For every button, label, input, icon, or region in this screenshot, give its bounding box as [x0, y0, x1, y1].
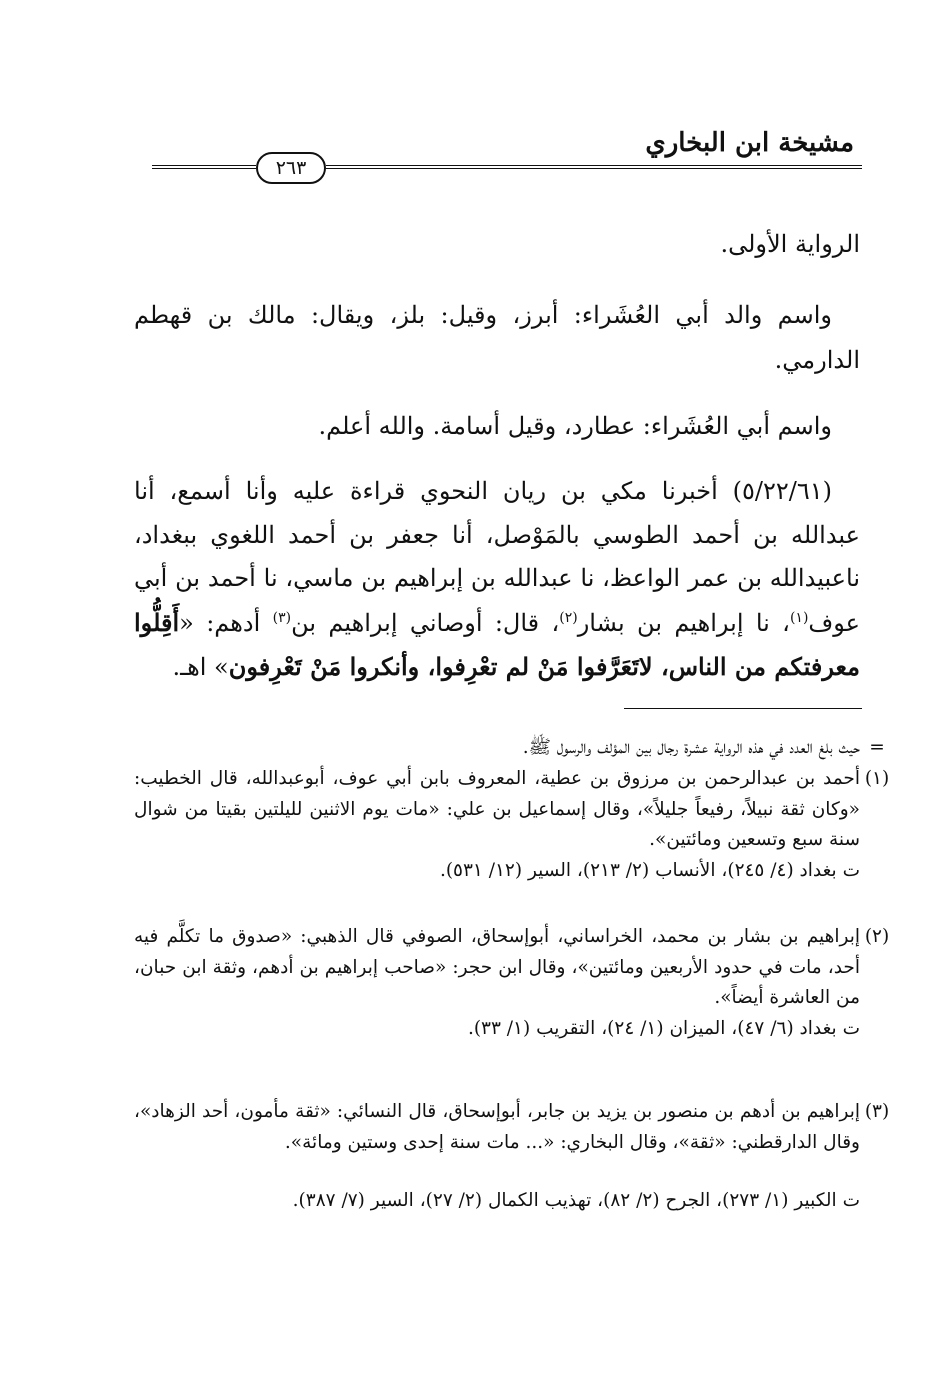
continuation-mark: = [869, 737, 885, 758]
footnote-1 [134, 764, 890, 886]
footnote-1-number: (١) [864, 768, 890, 789]
footnote-2 [134, 922, 890, 1044]
footnote-3-references [134, 1186, 860, 1217]
footnote-3 [134, 1097, 890, 1158]
hadith-isnad-part1: (٥/٢٢/٦١) أخبرنا مكي بن ريان النحوي قراءة عليه وأنا أسمع، أنا عبدالله بن أحمد الطوسي بالمَوْصل، أنا جعفر بن أحمد اللغوي ببغداد، ناعبيدالله بن عمر الواعظ، نا عبدالله بن إبراهيم بن ماسي، نا أحمد بن أبي عوف [134, 477, 861, 637]
paragraph-abu-ushara-name: واسم أبي العُشَراء: عطارد، وقيل أسامة. والله أعلم. [318, 412, 832, 440]
footnote-continuation [134, 733, 885, 764]
header-rule-left [152, 165, 256, 169]
hadith-isnad-part4: أدهم: « [179, 608, 273, 637]
paragraph-narration-first: الرواية الأولى. [720, 230, 860, 258]
footnote-ref-3[interactable]: (٣) [272, 609, 292, 626]
footnote-2-number: (٢) [864, 926, 890, 947]
footnote-3-number: (٣) [864, 1101, 890, 1122]
paragraph-hadith [134, 470, 860, 690]
header-rule-right [326, 165, 862, 169]
hadith-matn: أَقِلُّوا معرفتكم من الناس، لاتَعَرَّفوا مَنْ لم تعْرِفوا، وأنكروا مَنْ تَعْرِفون [134, 607, 860, 681]
footnote-continuation-text: حيث بلغ العدد في هذه الرواية عشرة رجال بين المؤلف والرسول ﷺ. [522, 737, 860, 758]
footnote-3-text: إبراهيم بن أدهم بن منصور بن يزيد بن جابر، أبوإسحاق، قال النسائي: «ثقة مأمون، أحد الزهاد»، وقال الدارقطني: «ثقة»، وقال البخاري: «... مات سنة إحدى وستين ومائة». [134, 1101, 860, 1153]
footnote-2-refs: ت بغداد (٦/ ٤٧)، الميزان (١/ ٢٤)، التقريب (١/ ٣٣). [467, 1017, 860, 1039]
running-title: مشيخة ابن البخاري [645, 128, 854, 158]
footnote-3-refs: ت الكبير (١/ ٢٧٣)، الجرح (٢/ ٨٢)، تهذيب الكمال (٢/ ٢٧)، السير (٧/ ٣٨٧). [292, 1190, 860, 1211]
footnote-ref-2[interactable]: (٢) [559, 609, 578, 626]
hadith-end: » اهـ. [172, 653, 229, 681]
footnote-separator [624, 708, 862, 709]
footnote-1-text: أحمد بن عبدالرحمن بن مرزوق بن عطية، المعروف بابن أبي عوف، أبوعبدالله، قال الخطيب: «وكان ثقة نبيلاً، رفيعاً جليلاً»، وقال إسماعيل بن علي: «مات يوم الاثنين لليلتين بقيتا من شوال سنة سبع وتسعين ومائتين». [134, 768, 860, 850]
paragraph-father-name: واسم والد أبي العُشَراء: أبرز، وقيل: بلز، ويقال: مالك بن قهطم الدارمي. [134, 301, 860, 374]
hadith-isnad-part2: ، نا إبراهيم بن بشار [577, 608, 790, 637]
page-number: ٢٦٣ [256, 152, 326, 184]
footnote-1-refs: ت بغداد (٤/ ٢٤٥)، الأنساب (٢/ ٢١٣)، السير (١٢/ ٥٣١). [439, 859, 860, 881]
footnote-2-text: إبراهيم بن بشار بن محمد، الخراساني، أبوإسحاق، الصوفي قال الذهبي: «صدوق ما تكلَّم فيه أحد، مات في حدود الأربعين ومائتين»، وقال ابن حجر: «صاحب إبراهيم بن أدهم، وثقة ابن حبان، من العاشرة أيضاً». [134, 926, 860, 1008]
footnote-ref-1[interactable]: (١) [789, 609, 809, 626]
hadith-isnad-part3: ، قال: أوصاني إبراهيم بن [291, 608, 560, 637]
